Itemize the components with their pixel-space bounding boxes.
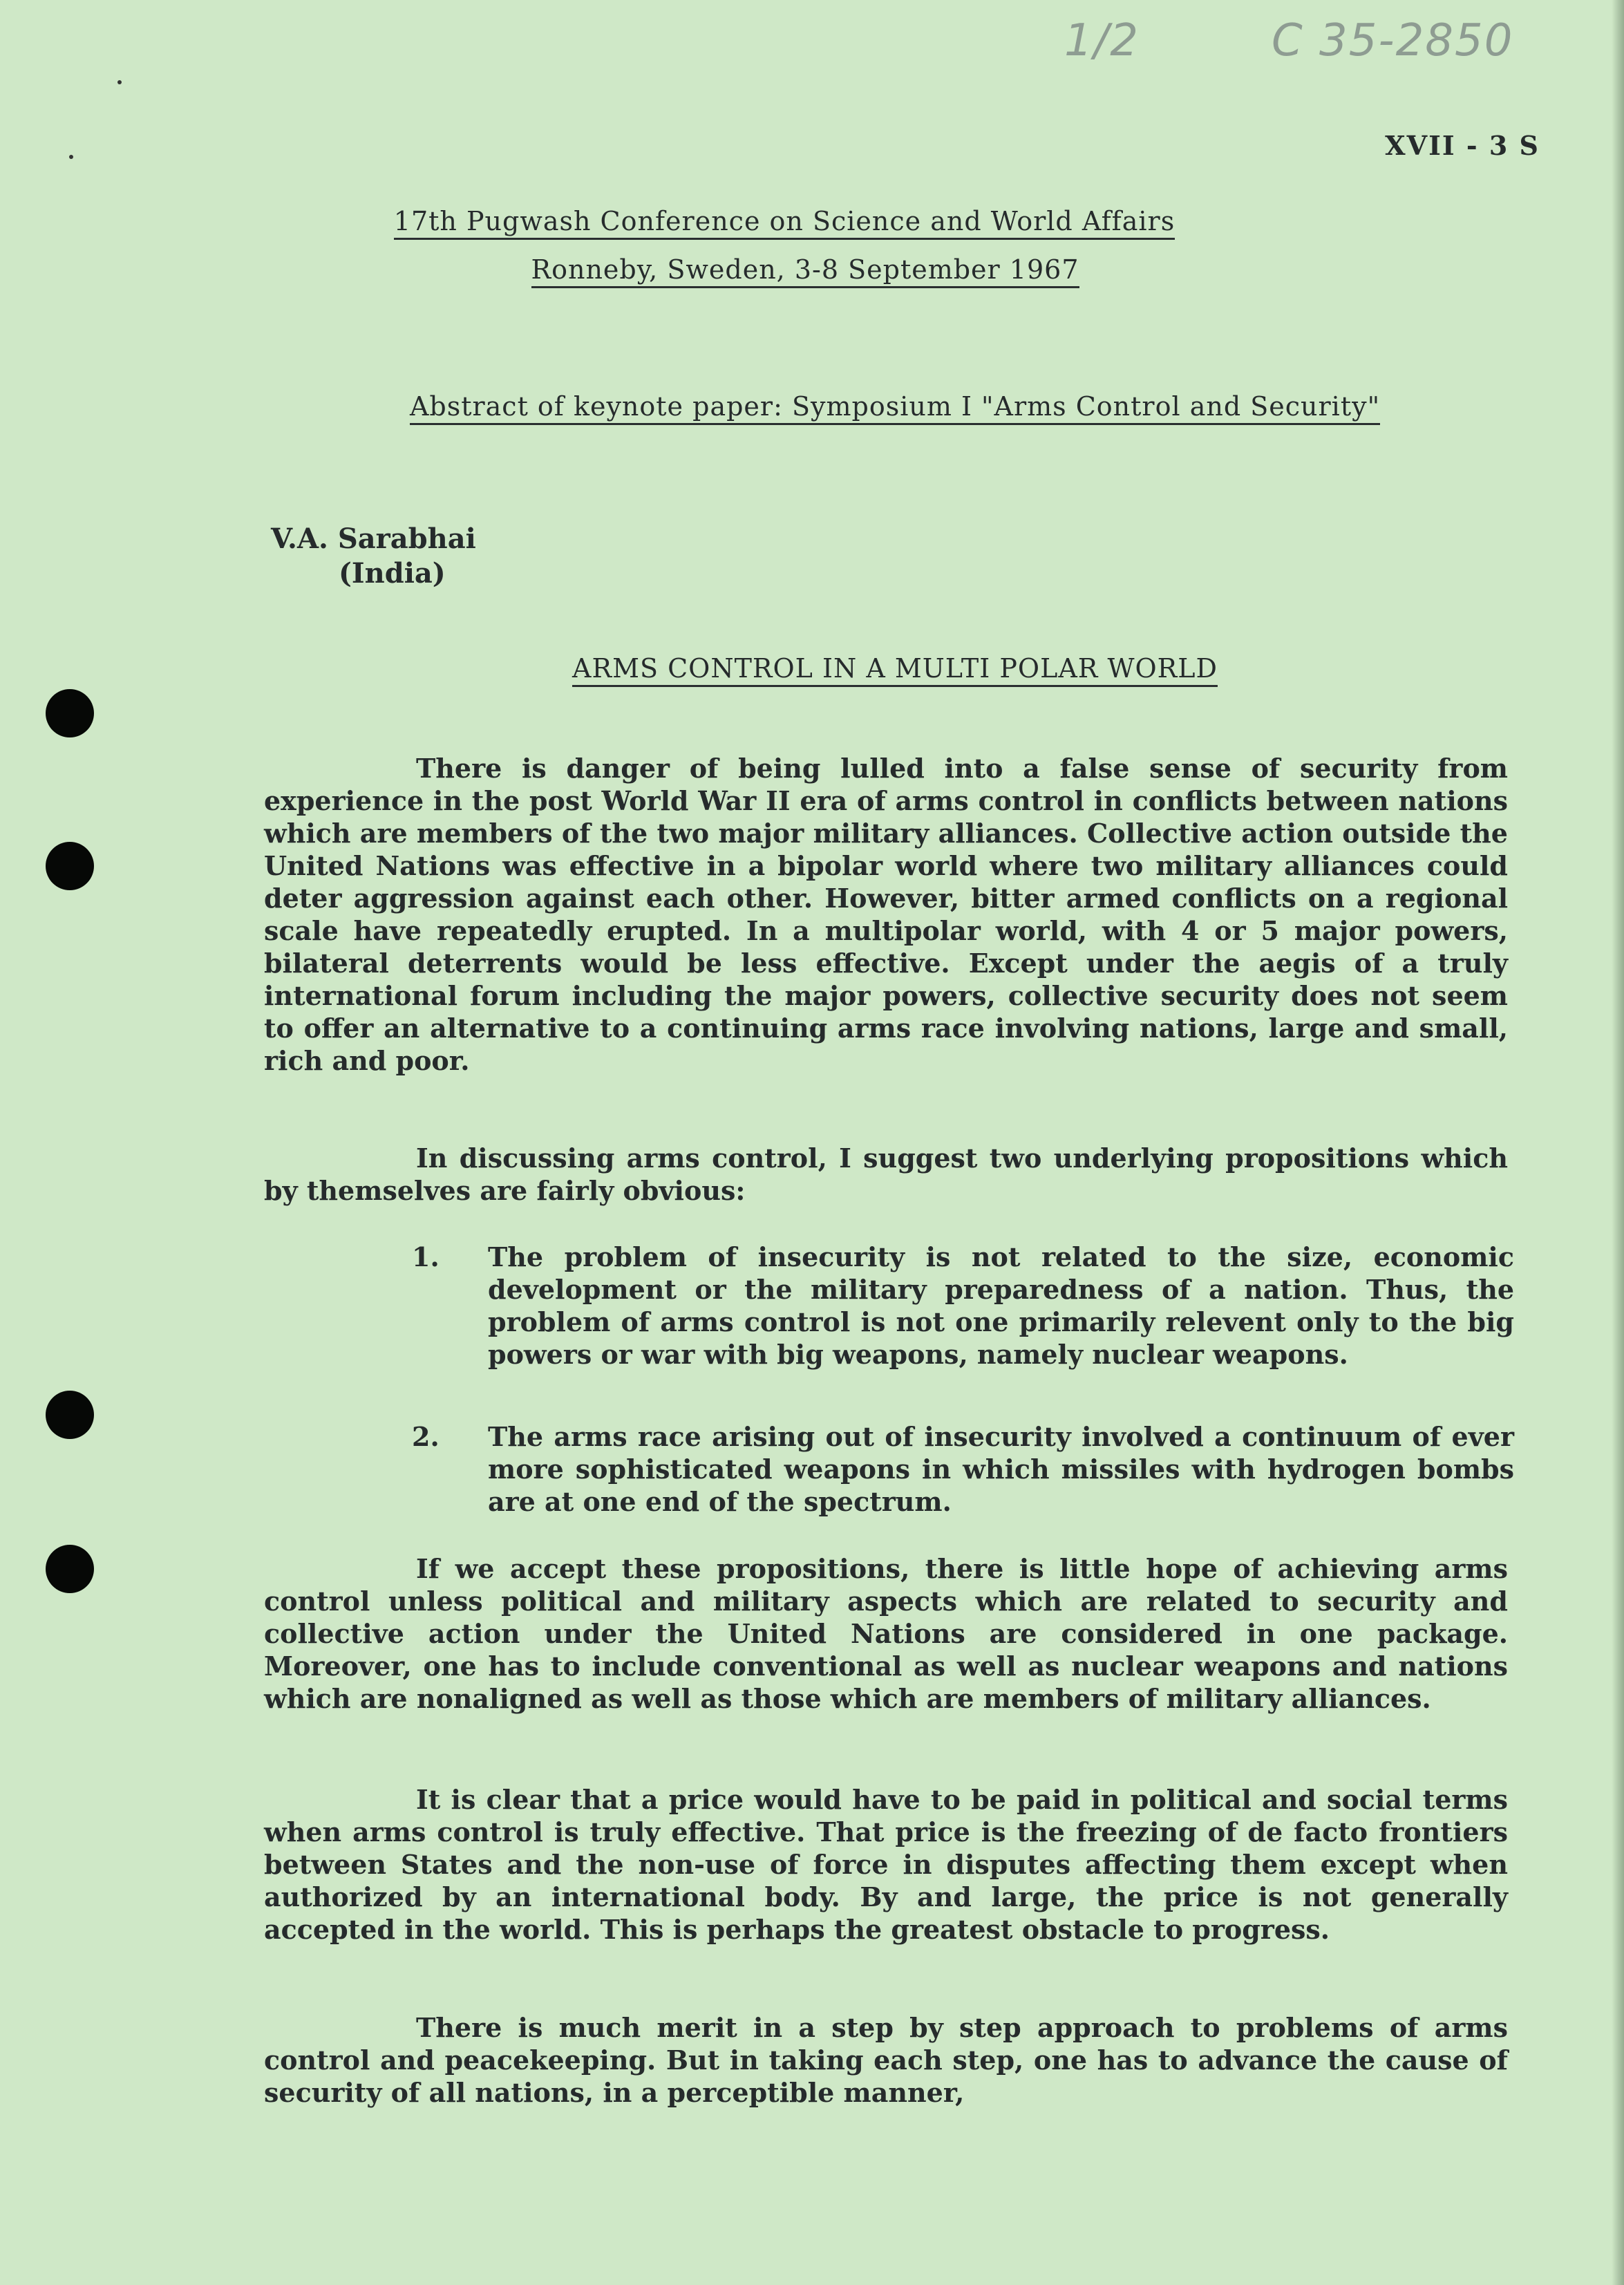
paragraph	[264, 752, 1508, 1077]
handwritten-page-note: 1/2	[1064, 15, 1140, 66]
proposition-text: The problem of insecurity is not related to the size, economic development or the military preparedness of a nation. Thus, the problem of arms control is not one primarily relevent only to the big powers or war with big weapons, namely nuclear weapons.	[488, 1241, 1514, 1370]
proposition-item	[412, 1420, 1514, 1518]
punch-hole	[46, 689, 94, 737]
conference-line	[0, 206, 1596, 240]
paper-title: ARMS CONTROL IN A MULTI POLAR WORLD	[572, 653, 1218, 687]
page-edge-shadow	[1612, 0, 1624, 2285]
conference-name: 17th Pugwash Conference on Science and World Affairs	[394, 206, 1175, 240]
punch-hole	[46, 842, 94, 890]
punch-hole	[46, 1545, 94, 1593]
paragraph-text: There is danger of being lulled into a false sense of security from experience in the post World War II era of arms control in conflicts between nations which are members of the two major military alliances. Collective action outside the United Nations was effective in a bipolar world where two military alliances could deter aggression against each other. However, bitter armed conflicts on a regional scale have repeatedly erupted. In a multipolar world, with 4 or 5 major powers, bilateral deterrents would be less effective. Except under the aegis of a truly international forum including the major powers, collective security does not seem to offer an alternative to a continuing arms race involving nations, large and small, rich and poor.	[264, 753, 1508, 1076]
proposition-number: 2.	[412, 1421, 440, 1452]
paragraph-text: There is much merit in a step by step approach to problems of arms control and peacekeeping. But in taking each step, one has to advance the cause of security of all nations, in a perceptible manner,	[264, 2012, 1508, 2108]
proposition-text: The arms race arising out of insecurity involved a continuum of ever more sophisticated weapons in which missiles with hydrogen bombs are at one end of the spectrum.	[488, 1421, 1514, 1517]
dust-speck	[117, 80, 122, 84]
venue-text: Ronneby, Sweden, 3-8 September 1967	[531, 254, 1079, 288]
proposition-number: 1.	[412, 1241, 440, 1272]
author-country: (India)	[339, 557, 446, 590]
paragraph	[264, 1552, 1508, 1715]
document-reference: XVII - 3 S	[1385, 130, 1540, 161]
author-name: V.A. Sarabhai	[271, 523, 476, 555]
punch-hole	[46, 1391, 94, 1439]
abstract-heading: Abstract of keynote paper: Symposium I "Arms Control and Security"	[410, 391, 1380, 425]
proposition-item	[412, 1241, 1514, 1371]
abstract-line	[83, 391, 1624, 425]
paragraph	[264, 1142, 1508, 1207]
handwritten-archive-number: C 35-2850	[1272, 15, 1514, 66]
paper-title-line	[83, 653, 1624, 687]
paragraph	[264, 1783, 1508, 1946]
paragraph-text: In discussing arms control, I suggest two underlying propositions which by themselves are fairly obvious:	[264, 1142, 1508, 1206]
paragraph-text: It is clear that a price would have to be paid in political and social terms when arms control is truly effective. That price is the freezing of de facto frontiers between States and the non-use of force in disputes affecting them except when authorized by an international body. By and large, the price is not generally accepted in the world. This is perhaps the greatest obstacle to progress.	[264, 1784, 1508, 1945]
venue-line	[0, 254, 1617, 288]
paragraph	[264, 2011, 1508, 2109]
author-block	[271, 522, 476, 591]
paragraph-text: If we accept these propositions, there is little hope of achieving arms control unless political and military aspects which are related to security and collective action under the United Nations are considered in one package. Moreover, one has to include conventional as well as nuclear weapons and nations which are nonaligned as well as those which are members of military alliances.	[264, 1553, 1508, 1714]
dust-speck	[69, 155, 73, 159]
